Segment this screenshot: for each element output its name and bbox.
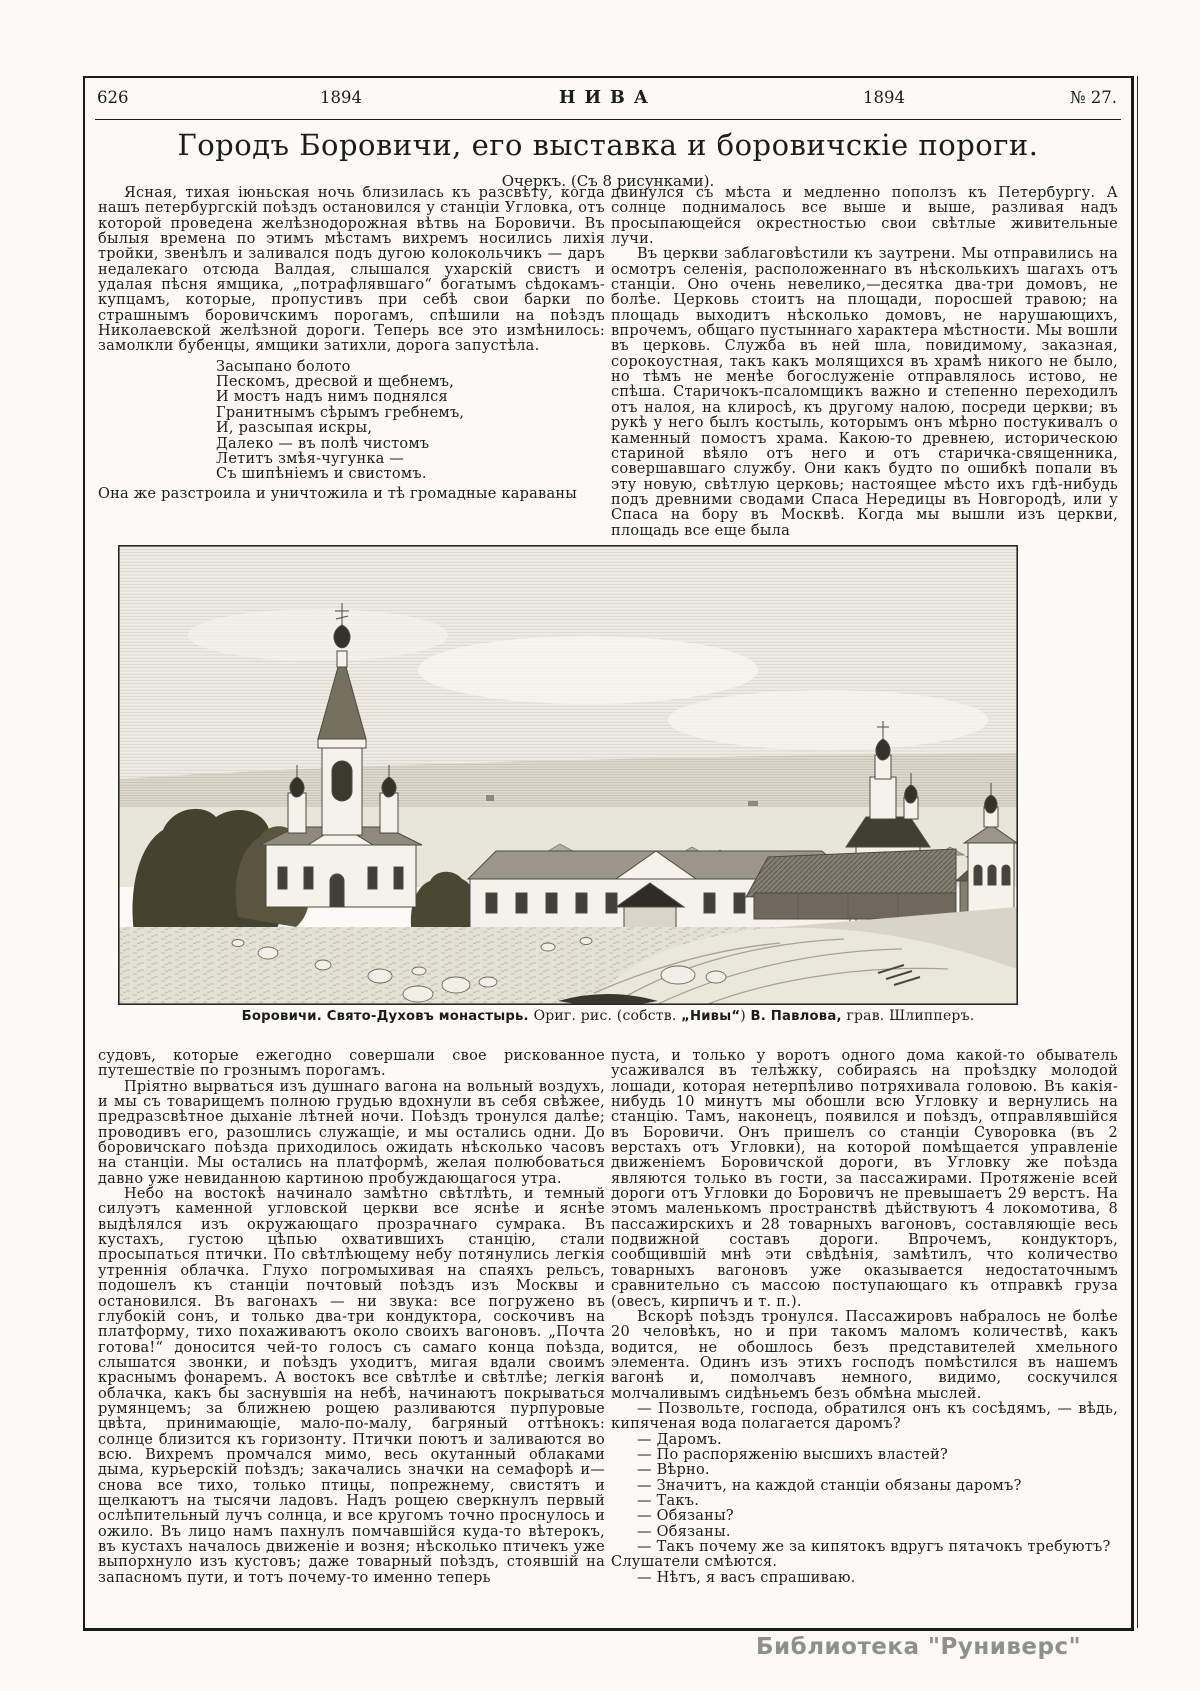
caption-segment: Боровичи. Свято-Духовъ монастырь. <box>241 1009 534 1024</box>
article-subtitle: Очеркъ. (Съ 8 рисунками). <box>501 172 715 190</box>
poem-line: Пескомъ, дресвой и щебнемъ, <box>216 374 455 391</box>
page-border-frame <box>83 76 1134 1631</box>
paragraph: — Обязаны. <box>637 1523 731 1540</box>
paragraph: — Позвольте, господа, обратился онъ къ сосѣдямъ, — вѣдь, кипяченая вода полагается даромъ? <box>611 1400 1118 1433</box>
paragraph: — По распоряженію высшихъ властей? <box>637 1446 949 1463</box>
paragraph: — Обязаны? <box>637 1508 734 1525</box>
paragraph: — Нѣтъ, я васъ спрашиваю. <box>637 1569 856 1586</box>
column-right-top <box>611 186 1118 539</box>
paragraph: Она же разстроила и уничтожила и тѣ громадные караваны <box>98 485 578 502</box>
paragraph: Слушатели смѣются. <box>611 1554 778 1571</box>
poem-line: Далеко — въ полѣ чистомъ <box>216 435 430 452</box>
year-right: 1894 <box>863 88 905 107</box>
paragraph: — Такъ почему же за кипятокъ вдругъ пятачокъ требуютъ? <box>637 1539 1111 1555</box>
paragraph: Ясная, тихая іюньская ночь близилась къ разсвѣту, когда нашъ петербургскій поѣздъ остановился у станціи Угловка, отъ которой проведена желѣзнодорожная вѣтвь на Боровичи. Въ былыя времена по этимъ мѣстамъ вихремъ носились лихія тройки, звенѣлъ и заливался подъ дугою колокольчикъ — даръ недалекаго отсюда Валдая, слышался ухарскій свистъ и удалая пѣсня ямщика, „потрафлявшаго“ богатымъ сѣдокамъ-купцамъ, которые, пропустивъ при себѣ свои барки по страшнымъ боровичскимъ порогамъ, спѣшили на поѣздъ Николаевской желѣзной дороги. Теперь все это измѣнилось: замолкли бубенцы, ямщики затихли, дорога запустѣла. <box>98 186 605 355</box>
poem-line: Летитъ змѣя-чугунка — <box>216 450 405 467</box>
poem-line: И, разсыпая искры, <box>216 420 373 437</box>
paragraph: — Такъ. <box>637 1492 700 1509</box>
caption-segment: ) <box>740 1008 751 1024</box>
masthead: НИВА <box>558 88 658 108</box>
year-left: 1894 <box>320 88 362 107</box>
paragraph: двинулся съ мѣста и медленно поползъ къ Петербургу. А солнце поднималось все выше и выше, разливая надъ просыпающейся окрестностью свои свѣтлые живительные лучи. <box>611 186 1118 248</box>
header-rule <box>95 119 1121 120</box>
issue-number: № 27. <box>1069 88 1117 107</box>
poem-line: Съ шипѣніемъ и свистомъ. <box>216 466 427 483</box>
paragraph: пуста, и только у воротъ одного дома какой-то обыватель усаживался въ телѣжку, собираясь на проѣздку молодой лошади, которая нетерпѣливо потряхивала головою. Въ какія-нибудь 10 минутъ мы обошли всю Угловку и вернулись на станцію. Тамъ, наконецъ, появился и поѣздъ, отправлявшійся въ Боровичи. Онъ пришелъ со станціи Суворовка (въ 2 верстахъ отъ Угловки), на которой помѣщается управленіе движеніемъ Боровичской дороги, въ Угловку же поѣзда являются только въ гости, за пассажирами. Протяженіе всей дороги отъ Угловки до Боровичъ не превышаетъ 29 верстъ. На этомъ маленькомъ пространствѣ дѣйствуютъ 4 локомотива, 8 пассажирскихъ и 28 товарныхъ вагоновъ, составляющіе весь подвижной составъ дороги. Впрочемъ, кондукторъ, сообщившій мнѣ эти свѣдѣнія, замѣтилъ, что количество товарныхъ вагоновъ уже оказывается недостаточнымъ сравнительно съ массою поступающаго къ отправкѣ груза (овесъ, кирпичъ и т. п.). <box>611 1049 1118 1310</box>
cloud <box>418 636 758 704</box>
poem-line: Засыпано болото <box>216 358 351 375</box>
poem-line: Гранитнымъ сѣрымъ гребнемъ, <box>216 404 465 421</box>
poem-line: И мостъ надъ нимъ поднялся <box>216 389 448 406</box>
paragraph: — Значитъ, на каждой станціи обязаны даромъ? <box>637 1477 1022 1494</box>
column-left-top <box>98 186 605 502</box>
paragraph: Въ церкви заблаговѣстили къ заутрени. Мы отправились на осмотръ селенія, расположеннаго въ нѣсколькихъ шагахъ отъ станціи. Оно очень невелико,—десятка два-три домовъ, не болѣе. Церковь стоитъ на площади, поросшей травою; на площадь выходитъ нѣсколько домовъ, не нарушающихъ, впрочемъ, общаго пустыннаго характера мѣстности. Мы вошли въ церковь. Служба въ ней шла, повидимому, заказная, сорокоустная, такъ какъ молящихся въ храмѣ никого не было, но тѣмъ не менѣе богослуженіе отправлялось истово, не спѣша. Старичокъ-псаломщикъ важно и степенно переходилъ отъ налоя, на клиросѣ, къ другому налою, посреди церкви; въ рукѣ у него былъ костыль, которымъ онъ мѣрно постукивалъ о каменный помостъ храма. Какою-то древнею, историческою стариной вѣяло отъ него и отъ старичка-священника, совершавшаго службу. Они какъ будто по ошибкѣ попали въ эту новую, свѣтлую церковь; настоящее мѣсто ихъ гдѣ-нибудь подъ древними сводами Спаса Нередицы въ Новгородѣ, или у Спаса на бору въ Москвѣ. Когда мы вышли изъ церкви, площадь все еще была <box>611 246 1118 539</box>
caption-segment: „Нивы“ <box>681 1009 741 1024</box>
cloud <box>668 690 988 750</box>
poem-block <box>216 360 605 483</box>
paragraph: Вскорѣ поѣздъ тронулся. Пассажировъ набралось не болѣе 20 человѣкъ, но и при такомъ маломъ количествѣ, какъ водится, не обошлось безъ представителей хмельного элемента. Одинъ изъ этихъ господъ помѣстился въ нашемъ вагонѣ и, помолчавъ немного, видимо, соскучился молчаливымъ сидѣньемъ безъ обмѣна мыслей. <box>611 1308 1118 1402</box>
cloud <box>188 609 448 661</box>
running-header <box>85 84 1131 116</box>
library-watermark: Библиотека "Руниверс" <box>756 1634 1082 1660</box>
page-number: 626 <box>97 88 129 107</box>
engraving-caption <box>85 1008 1131 1024</box>
paragraph: — Вѣрно. <box>637 1462 710 1479</box>
paragraph: судовъ, которые ежегодно совершали свое рискованное путешествіе по грознымъ порогамъ. <box>98 1049 605 1080</box>
column-right-bottom <box>611 1049 1118 1586</box>
paragraph: Пріятно вырваться изъ душнаго вагона на вольный воздухъ, и мы съ товарищемъ полною грудью вдохнули въ себя свѣжее, предразсвѣтное дыханіе лѣтней ночи. Поѣздъ тронулся далѣе; проводивъ его, разошлись служащіе, и мы остались одни. До боровичскаго поѣзда приходилось ожидать нѣсколько часовъ на станціи. Мы остались на платформѣ, желая полюбоваться давно уже невиданною картиною пробуждающагося утра. <box>98 1078 605 1187</box>
monastery-engraving <box>118 545 1018 1005</box>
caption-segment: грав. Шлипперъ. <box>846 1008 975 1024</box>
paragraph: Небо на востокѣ начинало замѣтно свѣтлѣть, и темный силуэтъ каменной угловской церкви все яснѣе и яснѣе выдѣлялся изъ окружающаго прозрачнаго сумрака. Въ кустахъ, густою цѣпью охватившихъ станцію, стали просыпаться птички. По свѣтлѣющему небу потянулись легкія утреннія облачка. Глухо погромыхивая на спаяхъ рельсъ, подошелъ къ станціи почтовый поѣздъ изъ Москвы и остановился. Въ вагонахъ — ни звука: все погружено въ глубокій сонъ, и только два-три кондуктора, соскочивъ на платформу, тихо похаживаютъ около своихъ вагоновъ. „Почта готова!“ доносится чей-то голосъ съ самаго конца поѣзда, слышатся звонки, и поѣздъ уходитъ, мигая вдали своимъ краснымъ фонаремъ. А востокъ все свѣтлѣе и свѣтлѣе; легкія облачка, какъ бы заснувшія на небѣ, начинаютъ покрываться румянцемъ; за ближнею рощею разливаются пурпуровые цвѣта, принимающіе, мало-по-малу, багряный оттѣнокъ: солнце близится къ горизонту. Птички поютъ и заливаются во всю. Вихремъ промчался мимо, весь окутанный облаками дыма, курьерскій поѣздъ; закачались значки на семафорѣ и—снова все тихо, только птицы, попрежнему, свистятъ и щелкаютъ на тысячи ладовъ. Надъ рощею сверкнулъ первый ослѣпительный лучъ солнца, и все кругомъ точно проснулось и ожило. Въ лицо намъ пахнулъ помчавшійся куда-то вѣтерокъ, въ кустахъ началось движеніе и возня; нѣсколько птичекъ уже выпорхнуло изъ кустовъ; даже товарный поѣздъ, стоявшій на запасномъ пути, и тотъ почему-то именно теперь <box>98 1186 605 1586</box>
caption-segment: Ориг. рис. (собств. <box>533 1008 682 1024</box>
article-title: Городъ Боровичи, его выставка и боровичскіе пороги. <box>177 128 1039 162</box>
paragraph: — Даромъ. <box>637 1431 722 1448</box>
caption-segment: В. Павлова, <box>750 1009 847 1024</box>
outer-border-line <box>1137 76 1138 1628</box>
column-left-bottom <box>98 1049 605 1586</box>
